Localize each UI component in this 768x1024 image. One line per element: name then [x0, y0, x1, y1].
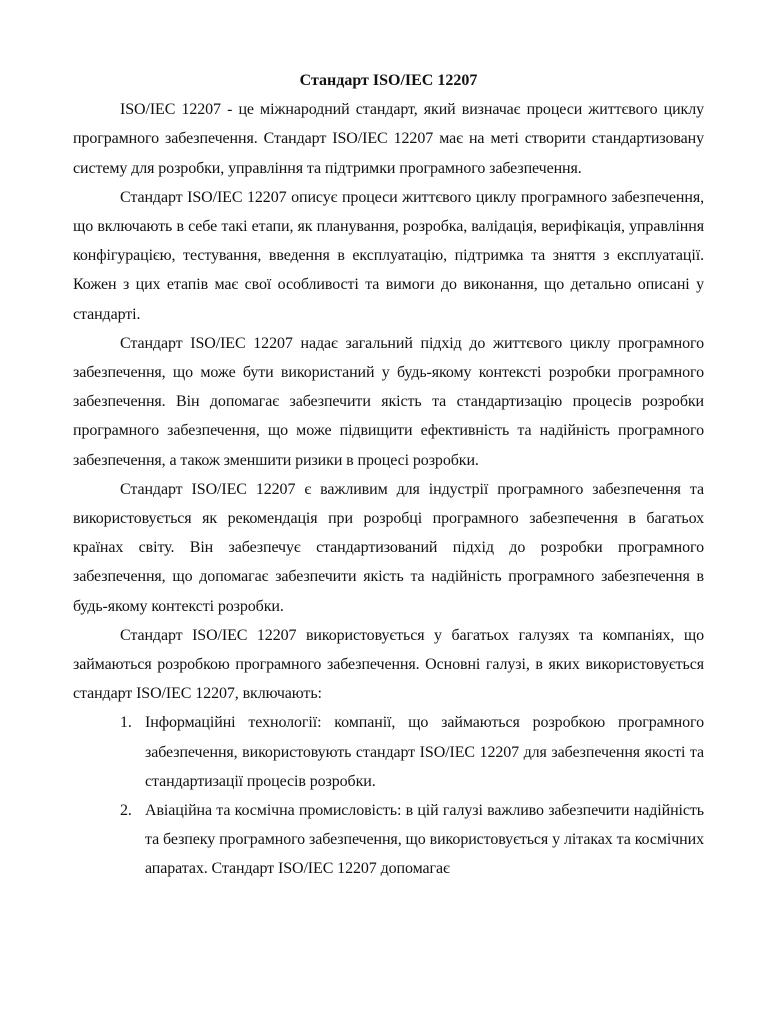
- list-item-text: Авіаційна та космічна промисловість: в цій галузі важливо забезпечити надійність та безпеку програмного забезпечення, що використовується у літаках та космічних апаратах. Стандарт ISO/IEC 12207 допомагає: [145, 802, 704, 878]
- paragraph-industries-intro: Стандарт ISO/IEC 12207 використовується у багатьох галузях та компаніях, що займаються розробкою програмного забезпечення. Основні галузі, в яких використовується стандарт ISO/IEC 12207, включають:: [73, 626, 704, 703]
- list-item: [73, 796, 704, 884]
- paragraph-intro: ISO/IEC 12207 - це міжнародний стандарт, який визначає процеси життєвого циклу програмного забезпечення. Стандарт ISO/IEC 12207 має на меті створити стандартизовану систему для розробки, управління та підтримки програмного забезпечення.: [73, 101, 704, 177]
- document-title: Стандарт ISO/IEC 12207: [299, 72, 478, 89]
- industries-list: [73, 708, 704, 883]
- list-item-number: 1.: [120, 714, 132, 732]
- paragraph-industry-importance: Стандарт ISO/IEC 12207 є важливим для індустрії програмного забезпечення та використовується як рекомендація при розробці програмного забезпечення в багатьох країнах світу. Він забезпечує стандартизований підхід до розробки програмного забезпечення, що допомагає забезпечити якість та надійність програмного забезпечення в будь-якому контексті розробки.: [73, 480, 704, 615]
- list-item-number: 2.: [120, 802, 132, 820]
- paragraph-lifecycle-processes: Стандарт ISO/IEC 12207 описує процеси життєвого циклу програмного забезпечення, що включають в себе такі етапи, як планування, розробка, валідація, верифікація, управління конфігурацією, тестування, введення в експлуатацію, підтримка та зняття з експлуатації. Кожен з цих етапів має свої особливості та вимоги до виконання, що детально описані у стандарті.: [73, 188, 704, 323]
- list-item-text: Інформаційні технології: компанії, що займаються розробкою програмного забезпечення, використовують стандарт ISO/IEC 12207 для забезпечення якості та стандартизації процесів розробки.: [145, 714, 704, 790]
- paragraph-general-approach: Стандарт ISO/IEC 12207 надає загальний підхід до життєвого циклу програмного забезпечення, що може бути використаний у будь-якому контексті розробки програмного забезпечення. Він допомагає забезпечити якість та стандартизацію процесів розробки програмного забезпечення, що може підвищити ефективність та надійність програмного забезпечення, а також зменшити ризики в процесі розробки.: [73, 334, 704, 469]
- list-item: [73, 708, 704, 796]
